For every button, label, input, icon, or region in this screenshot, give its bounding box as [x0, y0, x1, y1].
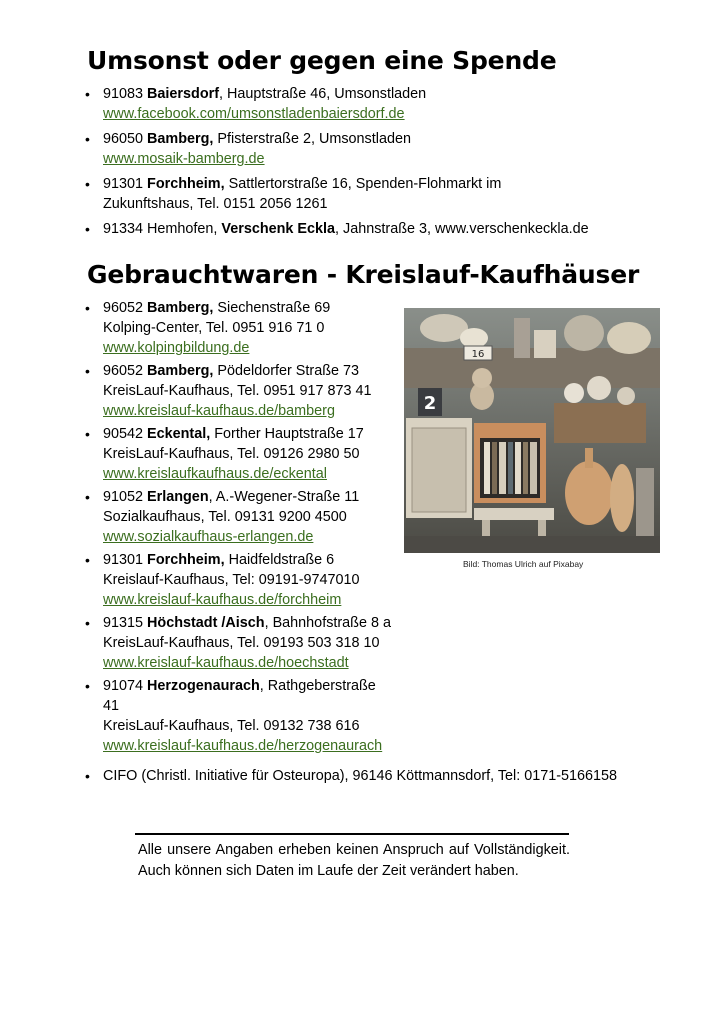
address: Sattlertorstraße 16, Spenden-Flohmarkt im — [224, 176, 502, 192]
details: Kolping-Center, Tel. 0951 916 71 0 — [103, 320, 325, 336]
place: Forchheim, — [147, 176, 225, 192]
zip: 91052 — [103, 489, 144, 505]
list-item — [85, 219, 645, 239]
address: Haidfeldstraße 6 — [224, 552, 335, 568]
list-item — [85, 487, 395, 547]
divider — [135, 833, 569, 835]
list-item — [85, 676, 395, 756]
zip: 91301 — [103, 552, 144, 568]
list-item — [85, 298, 395, 358]
website-link[interactable]: www.kreislauf-kaufhaus.de/hoechstadt — [103, 655, 349, 671]
zip: 96052 — [103, 363, 144, 379]
address: Siechenstraße 69 — [213, 300, 331, 316]
cifo-list — [85, 766, 685, 791]
website-link[interactable]: www.kreislauf-kaufhaus.de/bamberg — [103, 403, 335, 419]
zip: 90542 — [103, 426, 144, 442]
list-item — [85, 766, 685, 786]
address: Pödeldorfer Straße 73 — [213, 363, 359, 379]
list-item — [85, 613, 395, 673]
zip: 91083 — [103, 86, 144, 102]
website-link[interactable]: www.facebook.com/umsonstladenbaiersdorf.de — [103, 106, 405, 122]
address: Forther Hauptstraße 17 — [210, 426, 364, 442]
details: KreisLauf-Kaufhaus, Tel. 09193 503 318 10 — [103, 635, 380, 651]
section-title-used: Gebrauchtwaren - Kreislauf-Kaufhäuser — [87, 260, 640, 289]
place: Bamberg, — [147, 363, 214, 379]
website-link[interactable]: www.kreislauf-kaufhaus.de/herzogenaurach — [103, 738, 383, 754]
list-item — [85, 361, 395, 421]
address: , Hauptstraße 46, Umsonstladen — [219, 86, 427, 102]
list-item — [85, 424, 395, 484]
zip: 96052 — [103, 300, 144, 316]
details: KreisLauf-Kaufhaus, Tel. 09132 738 616 — [103, 718, 360, 734]
website-link[interactable]: www.sozialkaufhaus-erlangen.de — [103, 529, 314, 545]
place: Höchstadt /Aisch — [147, 615, 265, 631]
details: KreisLauf-Kaufhaus, Tel. 0951 917 873 41 — [103, 383, 372, 399]
details: Kreislauf-Kaufhaus, Tel: 09191-9747010 — [103, 572, 360, 588]
zip: 91301 — [103, 176, 144, 192]
used-list — [85, 298, 395, 759]
zip: 91074 — [103, 678, 144, 694]
photo-illustration — [404, 308, 660, 553]
address: , Bahnhofstraße 8 a — [264, 615, 391, 631]
disclaimer: Alle unsere Angaben erheben keinen Anspruch auf Vollständigkeit. Auch können sich Daten im Laufe der Zeit verändert haben. — [138, 842, 570, 879]
place: Herzogenaurach — [147, 678, 260, 694]
place: Baiersdorf — [147, 86, 220, 102]
list-item — [85, 174, 645, 214]
cifo-entry: CIFO (Christl. Initiative für Osteuropa), 96146 Köttmannsdorf, Tel: 0171-5166158 — [103, 768, 618, 784]
place: Verschenk Eckla — [221, 221, 336, 237]
town: Hemhofen, — [143, 221, 222, 237]
photo-caption: Bild: Thomas Ulrich auf Pixabay — [463, 559, 584, 569]
details: KreisLauf-Kaufhaus, Tel. 09126 2980 50 — [103, 446, 360, 462]
address: , Rathgeberstraße 41 — [103, 678, 376, 714]
details: Sozialkaufhaus, Tel. 09131 9200 4500 — [103, 509, 347, 525]
list-item — [85, 129, 645, 169]
address: , A.-Wegener-Straße 11 — [208, 489, 360, 505]
website-link[interactable]: www.kreislaufkaufhaus.de/eckental — [103, 466, 327, 482]
address: , Jahnstraße 3, www.verschenkeckla.de — [335, 221, 589, 237]
flea-market-photo — [404, 308, 660, 553]
free-list — [85, 84, 645, 244]
details: Zukunftshaus, Tel. 0151 2056 1261 — [103, 196, 328, 212]
place: Erlangen — [147, 489, 209, 505]
section-title-free: Umsonst oder gegen eine Spende — [87, 46, 557, 75]
zip: 91334 — [103, 221, 144, 237]
zip: 91315 — [103, 615, 144, 631]
place: Forchheim, — [147, 552, 225, 568]
zip: 96050 — [103, 131, 144, 147]
label-number: 16 — [471, 349, 485, 360]
website-link[interactable]: www.mosaik-bamberg.de — [103, 151, 265, 167]
sign-number: 2 — [423, 393, 437, 414]
place: Eckental, — [147, 426, 211, 442]
list-item — [85, 550, 395, 610]
website-link[interactable]: www.kolpingbildung.de — [103, 340, 250, 356]
address: Pfisterstraße 2, Umsonstladen — [213, 131, 411, 147]
place: Bamberg, — [147, 131, 214, 147]
place: Bamberg, — [147, 300, 214, 316]
list-item — [85, 84, 645, 124]
website-link[interactable]: www.kreislauf-kaufhaus.de/forchheim — [103, 592, 342, 608]
